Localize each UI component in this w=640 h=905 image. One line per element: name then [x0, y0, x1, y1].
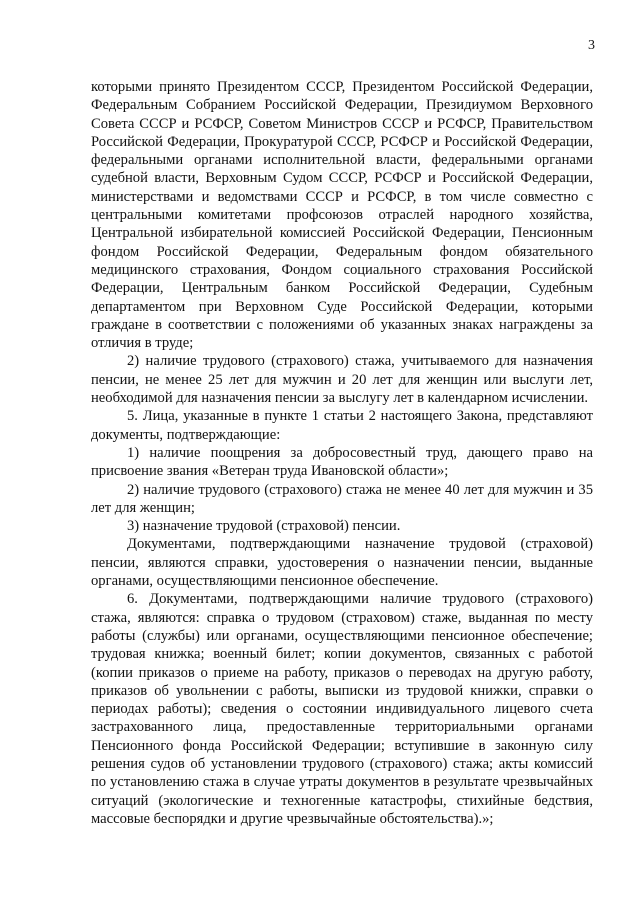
paragraph-continuation-awards: которыми принято Президентом СССР, Президентом Российской Федерации, Федеральным Собранием Российской Федерации, Президиумом Верховного Совета СССР и РСФСР, Советом Министров СССР и РСФСР, Правительством Российской Федерации, Прокуратурой СССР, РСФСР и Российской Федерации, федеральными органами исполнительной власти, федеральными органами судебной власти, Верховным Судом СССР, РСФСР и Российской Федерации, министерствами и ведомствами СССР и РСФСР, в том числе совместно с центральными комитетами профсоюзов отраслей народного хозяйства, Центральной избирательной комиссией Российской Федерации, Пенсионным фондом Российской Федерации, Федеральным фондом обязательного медицинского страхования, Фондом социального страхования Российской Федерации, Центральным банком Российской Федерации, Судебным департаментом при Верховном Суде Российской Федерации, которыми граждане в соответствии с положениями об указанных знаках награждены за отличия в труде; — [91, 79, 593, 352]
paragraph-item-2-stage-40: 2) наличие трудового (страхового) стажа не менее 40 лет для мужчин и 35 лет для женщин; — [91, 481, 593, 516]
paragraph-item-3-pension: 3) назначение трудовой (страховой) пенсии. — [127, 518, 401, 535]
paragraph-section-5: 5. Лица, указанные в пункте 1 статьи 2 настоящего Закона, представляют документы, подтверждающие: — [91, 408, 593, 443]
paragraph-item-1-award: 1) наличие поощрения за добросовестный труд, дающего право на присвоение звания «Ветеран труда Ивановской области»; — [91, 444, 593, 480]
page-number: 3 — [588, 38, 595, 53]
paragraph-section-6: 6. Документами, подтверждающими наличие трудового (страхового) стажа, являются: справка о трудовом (страховом) стаже, выданная по месту работы (службы) или органами, осуществляющими пенсионное обеспечение; трудовая книжка; военный билет; копии документов, связанных с работой (копии приказов о приеме на работу, приказов о переводах на другую работу, приказов об увольнении с работы, выписки из трудовой книжки, справки о периодах работы); сведения о состоянии индивидуального лицевого счета застрахованного лица, предоставленные территориальными органами Пенсионного фонда Российской Федерации; вступившие в законную силу решения судов об установлении трудового (страхового) стажа; акты комиссий по установлению стажа в случае утраты документов в результате чрезвычайных ситуаций (экологические и техногенные катастрофы, стихийные бедствия, массовые беспорядки и другие чрезвычайные обстоятельства).»; — [91, 591, 593, 827]
document-body — [91, 78, 593, 828]
paragraph-item-2-stage: 2) наличие трудового (страхового) стажа, учитываемого для назначения пенсии, не менее 25 лет для мужчин и 20 лет для женщин или выслуги лет, необходимой для назначения пенсии за выслугу лет в календарном исчислении. — [91, 353, 593, 407]
paragraph-pension-documents: Документами, подтверждающими назначение трудовой (страховой) пенсии, являются справки, удостоверения о назначении пенсии, выданные органами, осуществляющими пенсионное обеспечение. — [91, 536, 593, 590]
